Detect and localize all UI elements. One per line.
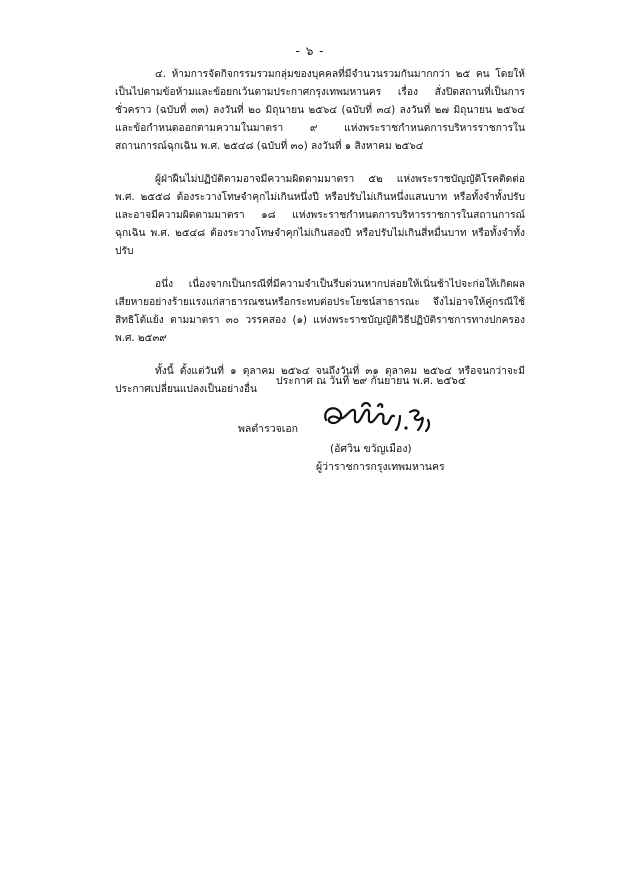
paragraph-penalties: ผู้ฝ่าฝืนไม่ปฏิบัติตามอาจมีความผิดตามมาตรา ๕๒ แห่งพระราชบัญญัติโรคติดต่อ พ.ศ. ๒๕๕๘ ต้องระวางโทษจำคุกไม่เกินหนึ่งปี หรือปรับไม่เกินหนึ่งแสนบาท หรือทั้งจำทั้งปรับ และอาจมีความผิดตามมาตรา ๑๘ แห่งพระราชกำหนดการบริหารราชการในสถานการณ์ฉุกเฉิน พ.ศ. ๒๕๔๘ ต้องระวางโทษจำคุกไม่เกินสองปี หรือปรับไม่เกินสี่หมื่นบาท หรือทั้งจำทั้งปรับ xyxy=(115,174,525,257)
document-body xyxy=(115,66,525,411)
signature-block xyxy=(238,396,518,476)
paragraph-urgency: อนึ่ง เนื่องจากเป็นกรณีที่มีความจำเป็นรีบด่วนหากปล่อยให้เนิ่นช้าไปจะก่อให้เกิดผลเสียหายอย่างร้ายแรงแก่สาธารณชนหรือกระทบต่อประโยชน์สาธารณะ จึงไม่อาจให้คู่กรณีใช้สิทธิโต้แย้ง ตามมาตรา ๓๐ วรรคสอง (๑) แห่งพระราชบัญญัติวิธีปฏิบัติราชการทางปกครอง พ.ศ. ๒๕๓๙ xyxy=(115,279,525,344)
signer-title: ผู้ว่าราชการกรุงเทพมหานคร xyxy=(316,461,445,473)
handwritten-signature xyxy=(320,398,440,438)
announcement-date: ประกาศ ณ วันที่ ๒๙ กันยายน พ.ศ. ๒๕๖๔ xyxy=(276,375,466,387)
page-number: - ๖ - xyxy=(295,44,325,58)
signer-rank: พลตำรวจเอก xyxy=(238,423,299,435)
paragraph-effective-period: ทั้งนี้ ตั้งแต่วันที่ ๑ ตุลาคม ๒๕๖๔ จนถึงวันที่ ๓๑ ตุลาคม ๒๕๖๔ หรือจนกว่าจะมีประกาศเปลี่ยนแปลงเป็นอย่างอื่น xyxy=(115,366,525,395)
signer-name: (อัศวิน ขวัญเมือง) xyxy=(330,443,412,455)
paragraph-restriction-gatherings: ๔. ห้ามการจัดกิจกรรมรวมกลุ่มของบุคคลที่มีจำนวนรวมกันมากกว่า ๒๕ คน โดยให้เป็นไปตามข้อห้ามและข้อยกเว้นตามประกาศกรุงเทพมหานคร เรื่อง สั่งปิดสถานที่เป็นการชั่วคราว (ฉบับที่ ๓๓) ลงวันที่ ๒๐ มิถุนายน ๒๕๖๔ (ฉบับที่ ๓๔) ลงวันที่ ๒๗ มิถุนายน ๒๕๖๔ และข้อกำหนดออกตามความในมาตรา ๙ แห่งพระราชกำหนดการบริหารราชการในสถานการณ์ฉุกเฉิน พ.ศ. ๒๕๔๘ (ฉบับที่ ๓๐) ลงวันที่ ๑ สิงหาคม ๒๕๖๔ xyxy=(115,69,525,152)
